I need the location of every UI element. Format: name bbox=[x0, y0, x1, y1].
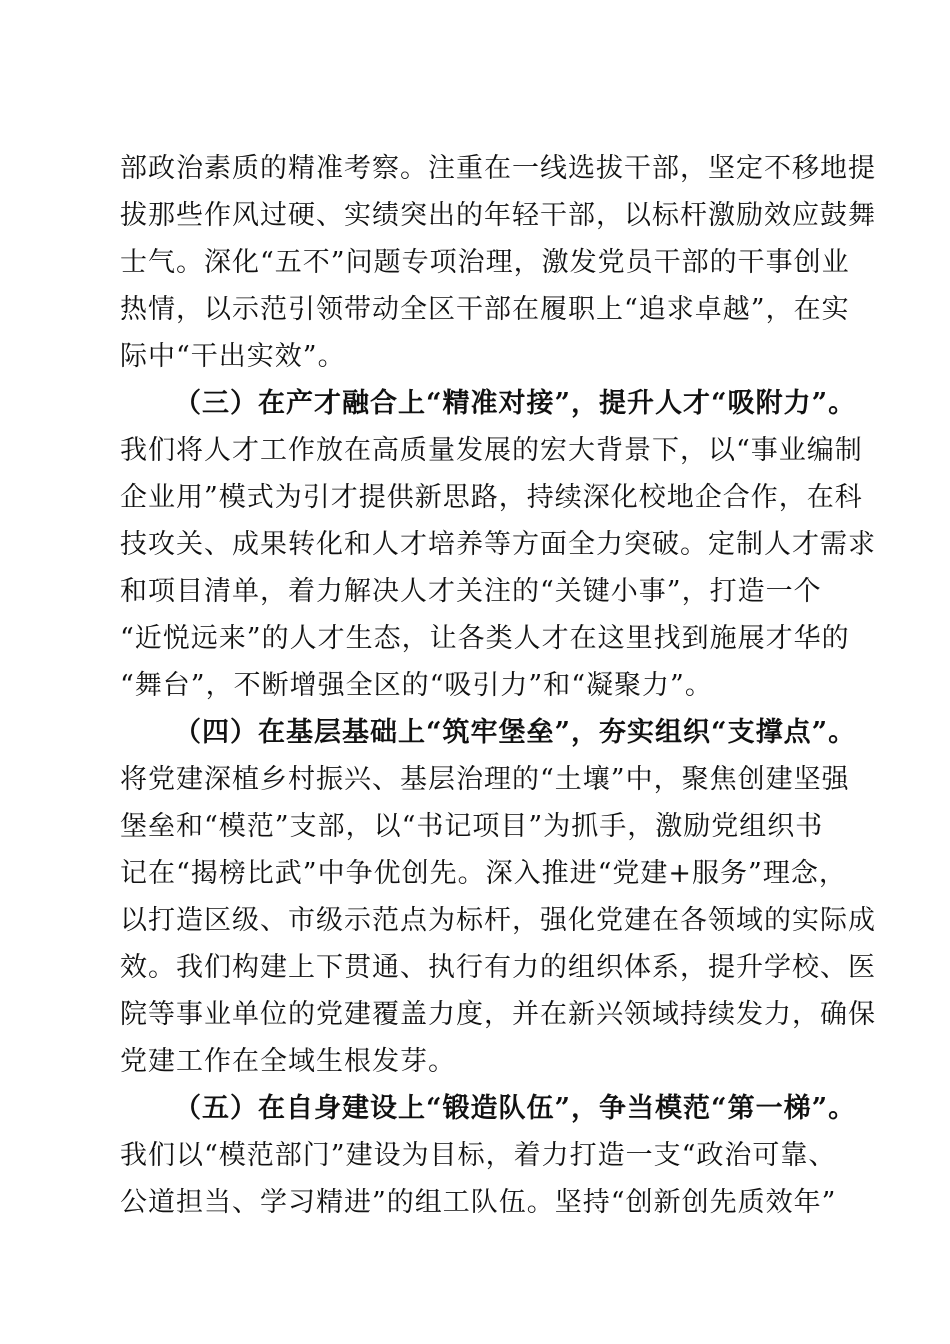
text-line: 我们以“模范部门”建设为目标，着力打造一支“政治可靠、 bbox=[120, 1140, 837, 1171]
text-line: 将党建深植乡村振兴、基层治理的“土壤”中，聚焦创建坚强 bbox=[120, 764, 850, 795]
text-line: 党建工作在全域生根发芽。 bbox=[120, 1046, 456, 1077]
text-line: 际中“干出实效”。 bbox=[120, 341, 346, 372]
text-line: 堡垒和“模范”支部，以“书记项目”为抓手，激励党组织书 bbox=[120, 811, 824, 842]
text-line: 公道担当、学习精进”的组工队伍。坚持“创新创先质效年” bbox=[120, 1187, 837, 1218]
text-line: 企业用”模式为引才提供新思路，持续深化校地企合作，在科 bbox=[120, 482, 863, 513]
text-line: 拔那些作风过硬、实绩突出的年轻干部，以标杆激励效应鼓舞 bbox=[120, 200, 876, 231]
section-heading-five: （五）在自身建设上“锻造队伍”，争当模范“第一梯”。 bbox=[174, 1093, 857, 1124]
section-heading-four: （四）在基层基础上“筑牢堡垒”，夯实组织“支撑点”。 bbox=[174, 717, 857, 748]
document-body bbox=[120, 145, 876, 1226]
text-line: 和项目清单，着力解决人才关注的“关键小事”，打造一个 bbox=[120, 576, 822, 607]
text-line: 技攻关、成果转化和人才培养等方面全力突破。定制人才需求 bbox=[120, 529, 876, 560]
text-line: 我们将人才工作放在高质量发展的宏大背景下，以“事业编制 bbox=[120, 435, 863, 466]
text-line: 院等事业单位的党建覆盖力度，并在新兴领域持续发力，确保 bbox=[120, 999, 876, 1030]
section-heading-three: （三）在产才融合上“精准对接”，提升人才“吸附力”。 bbox=[174, 388, 857, 419]
text-line: “近悦远来”的人才生态，让各类人才在这里找到施展才华的 bbox=[120, 623, 850, 654]
text-line: 记在“揭榜比武”中争优创先。深入推进“党建+服务”理念， bbox=[120, 858, 847, 889]
text-line: 热情，以示范引领带动全区干部在履职上“追求卓越”，在实 bbox=[120, 294, 850, 325]
text-line: 以打造区级、市级示范点为标杆，强化党建在各领域的实际成 bbox=[120, 905, 876, 936]
text-line: 效。我们构建上下贯通、执行有力的组织体系，提升学校、医 bbox=[120, 952, 876, 983]
text-line: 士气。深化“五不”问题专项治理，激发党员干部的干事创业 bbox=[120, 247, 850, 278]
text-line: 部政治素质的精准考察。注重在一线选拔干部，坚定不移地提 bbox=[120, 153, 876, 184]
text-line: “舞台”，不断增强全区的“吸引力”和“凝聚力”。 bbox=[120, 670, 713, 701]
